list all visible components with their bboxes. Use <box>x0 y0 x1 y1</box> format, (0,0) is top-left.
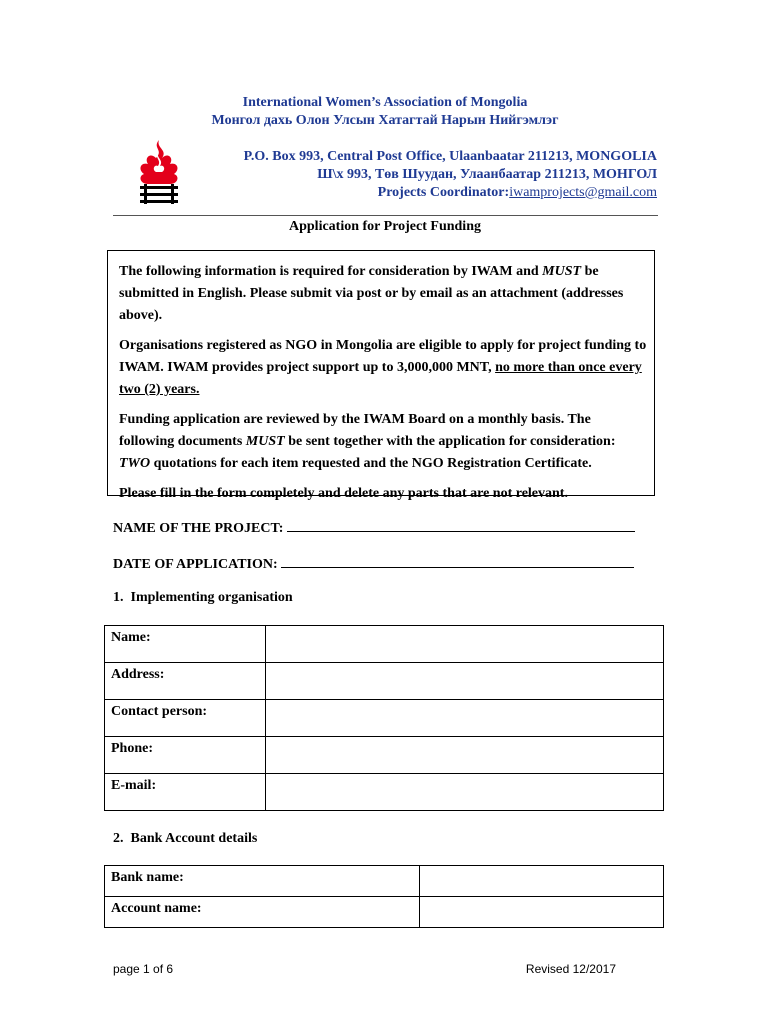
project-name-label: NAME OF THE PROJECT: <box>113 521 284 536</box>
table-row <box>105 700 664 737</box>
instructions-paragraph-4: Please fill in the form completely and delete any parts that are not relevant. <box>119 486 568 501</box>
bank-account-table <box>104 865 664 928</box>
org-name-en: International Women’s Association of Mongolia <box>242 95 528 110</box>
account-name-input[interactable] <box>420 897 664 928</box>
organisation-table <box>104 625 664 811</box>
address-mn: Ш\х 993, Төв Шуудан, Улаанбаатар 211213, МОНГОЛ <box>317 167 657 182</box>
section-1-heading: 1. Implementing organisation <box>113 590 293 605</box>
project-name-field <box>113 519 635 537</box>
address-en: P.O. Box 993, Central Post Office, Ulaanbaatar 211213, MONGOLIA <box>243 149 657 164</box>
coordinator-line <box>378 184 657 202</box>
logo <box>134 138 184 206</box>
name-label: Name: <box>105 626 266 663</box>
name-input[interactable] <box>266 626 664 663</box>
address-input[interactable] <box>266 663 664 700</box>
bank-name-input[interactable] <box>420 866 664 897</box>
project-name-input[interactable] <box>287 519 635 532</box>
org-name-mn: Монгол дахь Олон Улсын Хатагтай Нарын Нийгэмлэг <box>211 113 559 128</box>
date-input[interactable] <box>281 555 634 568</box>
table-row <box>105 626 664 663</box>
table-row <box>105 663 664 700</box>
email-input[interactable] <box>266 774 664 811</box>
email-label: E-mail: <box>105 774 266 811</box>
table-row <box>105 866 664 897</box>
page-number: page 1 of 6 <box>113 962 174 976</box>
table-row <box>105 774 664 811</box>
instructions-paragraph-1: The following information is required for consideration by IWAM and MUST be submitted in English. Please submit via post or by email as an attachment (addresses above). <box>119 264 624 323</box>
instructions-paragraph-3: Funding application are reviewed by the IWAM Board on a monthly basis. The following documents MUST be sent together with the application for consideration: TWO quotations for each item requested and the NGO Registration Certificate. <box>119 412 616 471</box>
table-row <box>105 737 664 774</box>
date-field <box>113 555 634 573</box>
flame-emblem-icon <box>134 138 184 206</box>
bank-name-label: Bank name: <box>105 866 420 897</box>
address-label: Address: <box>105 663 266 700</box>
coordinator-email-link[interactable]: iwamprojects@gmail.com <box>509 185 657 200</box>
revision-date: Revised 12/2017 <box>525 962 616 976</box>
instructions-paragraph-2: Organisations registered as NGO in Mongolia are eligible to apply for project funding to IWAM. IWAM provides project support up to 3,000,000 MNT, no more than once every two (2) years. <box>119 338 647 397</box>
date-label: DATE OF APPLICATION: <box>113 557 278 572</box>
contact-person-input[interactable] <box>266 700 664 737</box>
account-name-label: Account name: <box>105 897 420 928</box>
instructions-box <box>107 250 655 501</box>
contact-person-label: Contact person: <box>105 700 266 737</box>
coordinator-label: Projects Coordinator: <box>377 185 510 200</box>
table-row <box>105 897 664 928</box>
section-2-heading: 2. Bank Account details <box>113 831 258 846</box>
page-title: Application for Project Funding <box>289 219 481 234</box>
phone-input[interactable] <box>266 737 664 774</box>
phone-label: Phone: <box>105 737 266 774</box>
header-divider <box>113 215 658 216</box>
